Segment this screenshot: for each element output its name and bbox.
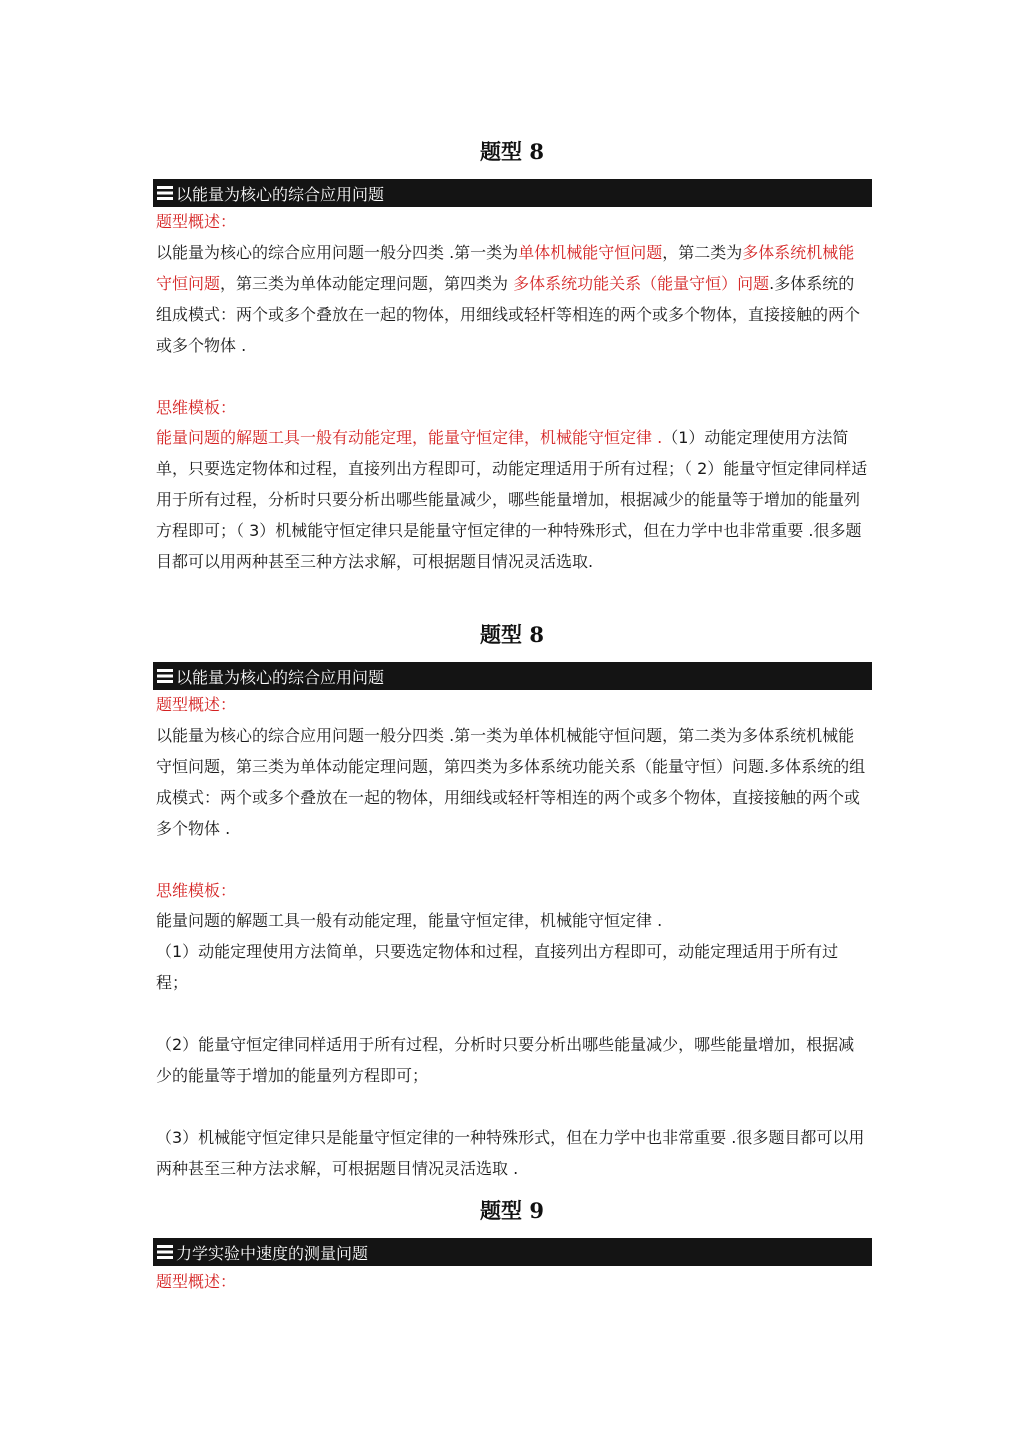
section3-bar-text: 力学实验中速度的测量问题 xyxy=(176,1243,369,1263)
section1-overview-label: 题型概述： xyxy=(156,212,237,231)
overview-text: 以能量为核心的综合应用问题一般分四类 .第一类为 xyxy=(156,243,519,262)
overview-highlight: 多体系统功能关系（能量守恒）问题 xyxy=(513,274,770,293)
section2-title: 题型 8 xyxy=(480,622,544,647)
section2-template-label: 思维模板： xyxy=(156,881,237,900)
overview-text: ，第三类为单体动能定理问题，第四类为 xyxy=(220,274,514,293)
section2-item-2: （2）能量守恒定律同样适用于所有过程，分析时只要分析出哪些能量减少，哪些能量增加，根据减少的能量等于增加的能量列方程即可； xyxy=(156,1035,855,1085)
section2-bar-text: 以能量为核心的综合应用问题 xyxy=(176,667,385,687)
menu-lines-icon xyxy=(157,186,173,200)
section3-overview-label: 题型概述： xyxy=(156,1272,237,1291)
overview-highlight: 单体机械能守恒问题 xyxy=(518,243,663,262)
section1-title: 题型 8 xyxy=(480,139,544,164)
section3-header-bar xyxy=(153,1238,872,1266)
overview-text: .多体系统的组成模式：两个或多个叠放在一起的物体，用细线或轻杆等相连的两个或多个物体，直接接触的两个或多个物体 . xyxy=(156,274,861,355)
template-highlight: 能量问题的解题工具一般有动能定理，能量守恒定律，机械能守恒定律 . xyxy=(156,428,663,447)
menu-lines-icon xyxy=(157,1245,173,1259)
section2-item-3: （3）机械能守恒定律只是能量守恒定律的一种特殊形式，但在力学中也非常重要 .很多题目都可以用两种甚至三种方法求解，可根据题目情况灵活选取 . xyxy=(156,1128,865,1178)
template-text: （1）动能定理使用方法简单，只要选定物体和过程，直接列出方程即可，动能定理适用于所有过程；（ 2）能量守恒定律同样适用于所有过程，分析时只要分析出哪些能量减少，哪些能量增加，根据减少的能量等于增加的能量列方程即可；（ 3）机械能守恒定律只是能量守恒定律的一种特殊形式，但在力学中也非常重要 .很多题目都可以用两种甚至三种方法求解，可根据题目情况灵活选取. xyxy=(156,428,868,571)
section1-template-label: 思维模板： xyxy=(156,398,237,417)
section1-overview-paragraph xyxy=(156,237,870,361)
section1-template-paragraph xyxy=(156,422,870,577)
overview-text: ，第二类为 xyxy=(662,243,743,262)
overview-highlight: 多体系统机械能守恒问题 xyxy=(156,243,855,293)
section2-template-intro: 能量问题的解题工具一般有动能定理，能量守恒定律，机械能守恒定律 . xyxy=(156,911,663,930)
section1-bar-text: 以能量为核心的综合应用问题 xyxy=(176,184,385,204)
menu-lines-icon xyxy=(157,669,173,683)
section2-item-1: （1）动能定理使用方法简单，只要选定物体和过程，直接列出方程即可，动能定理适用于所有过程； xyxy=(156,942,839,992)
section3-title: 题型 9 xyxy=(480,1198,544,1223)
section2-overview-label: 题型概述： xyxy=(156,695,237,714)
section2-overview-paragraph: 以能量为核心的综合应用问题一般分四类 .第一类为单体机械能守恒问题，第二类为多体系统机械能守恒问题，第三类为单体动能定理问题，第四类为多体系统功能关系（能量守恒）问题.多体系统的组成模式：两个或多个叠放在一起的物体，用细线或轻杆等相连的两个或多个物体，直接接触的两个或多个物体 . xyxy=(156,726,866,838)
section1-header-bar xyxy=(153,179,872,207)
section2-header-bar xyxy=(153,662,872,690)
